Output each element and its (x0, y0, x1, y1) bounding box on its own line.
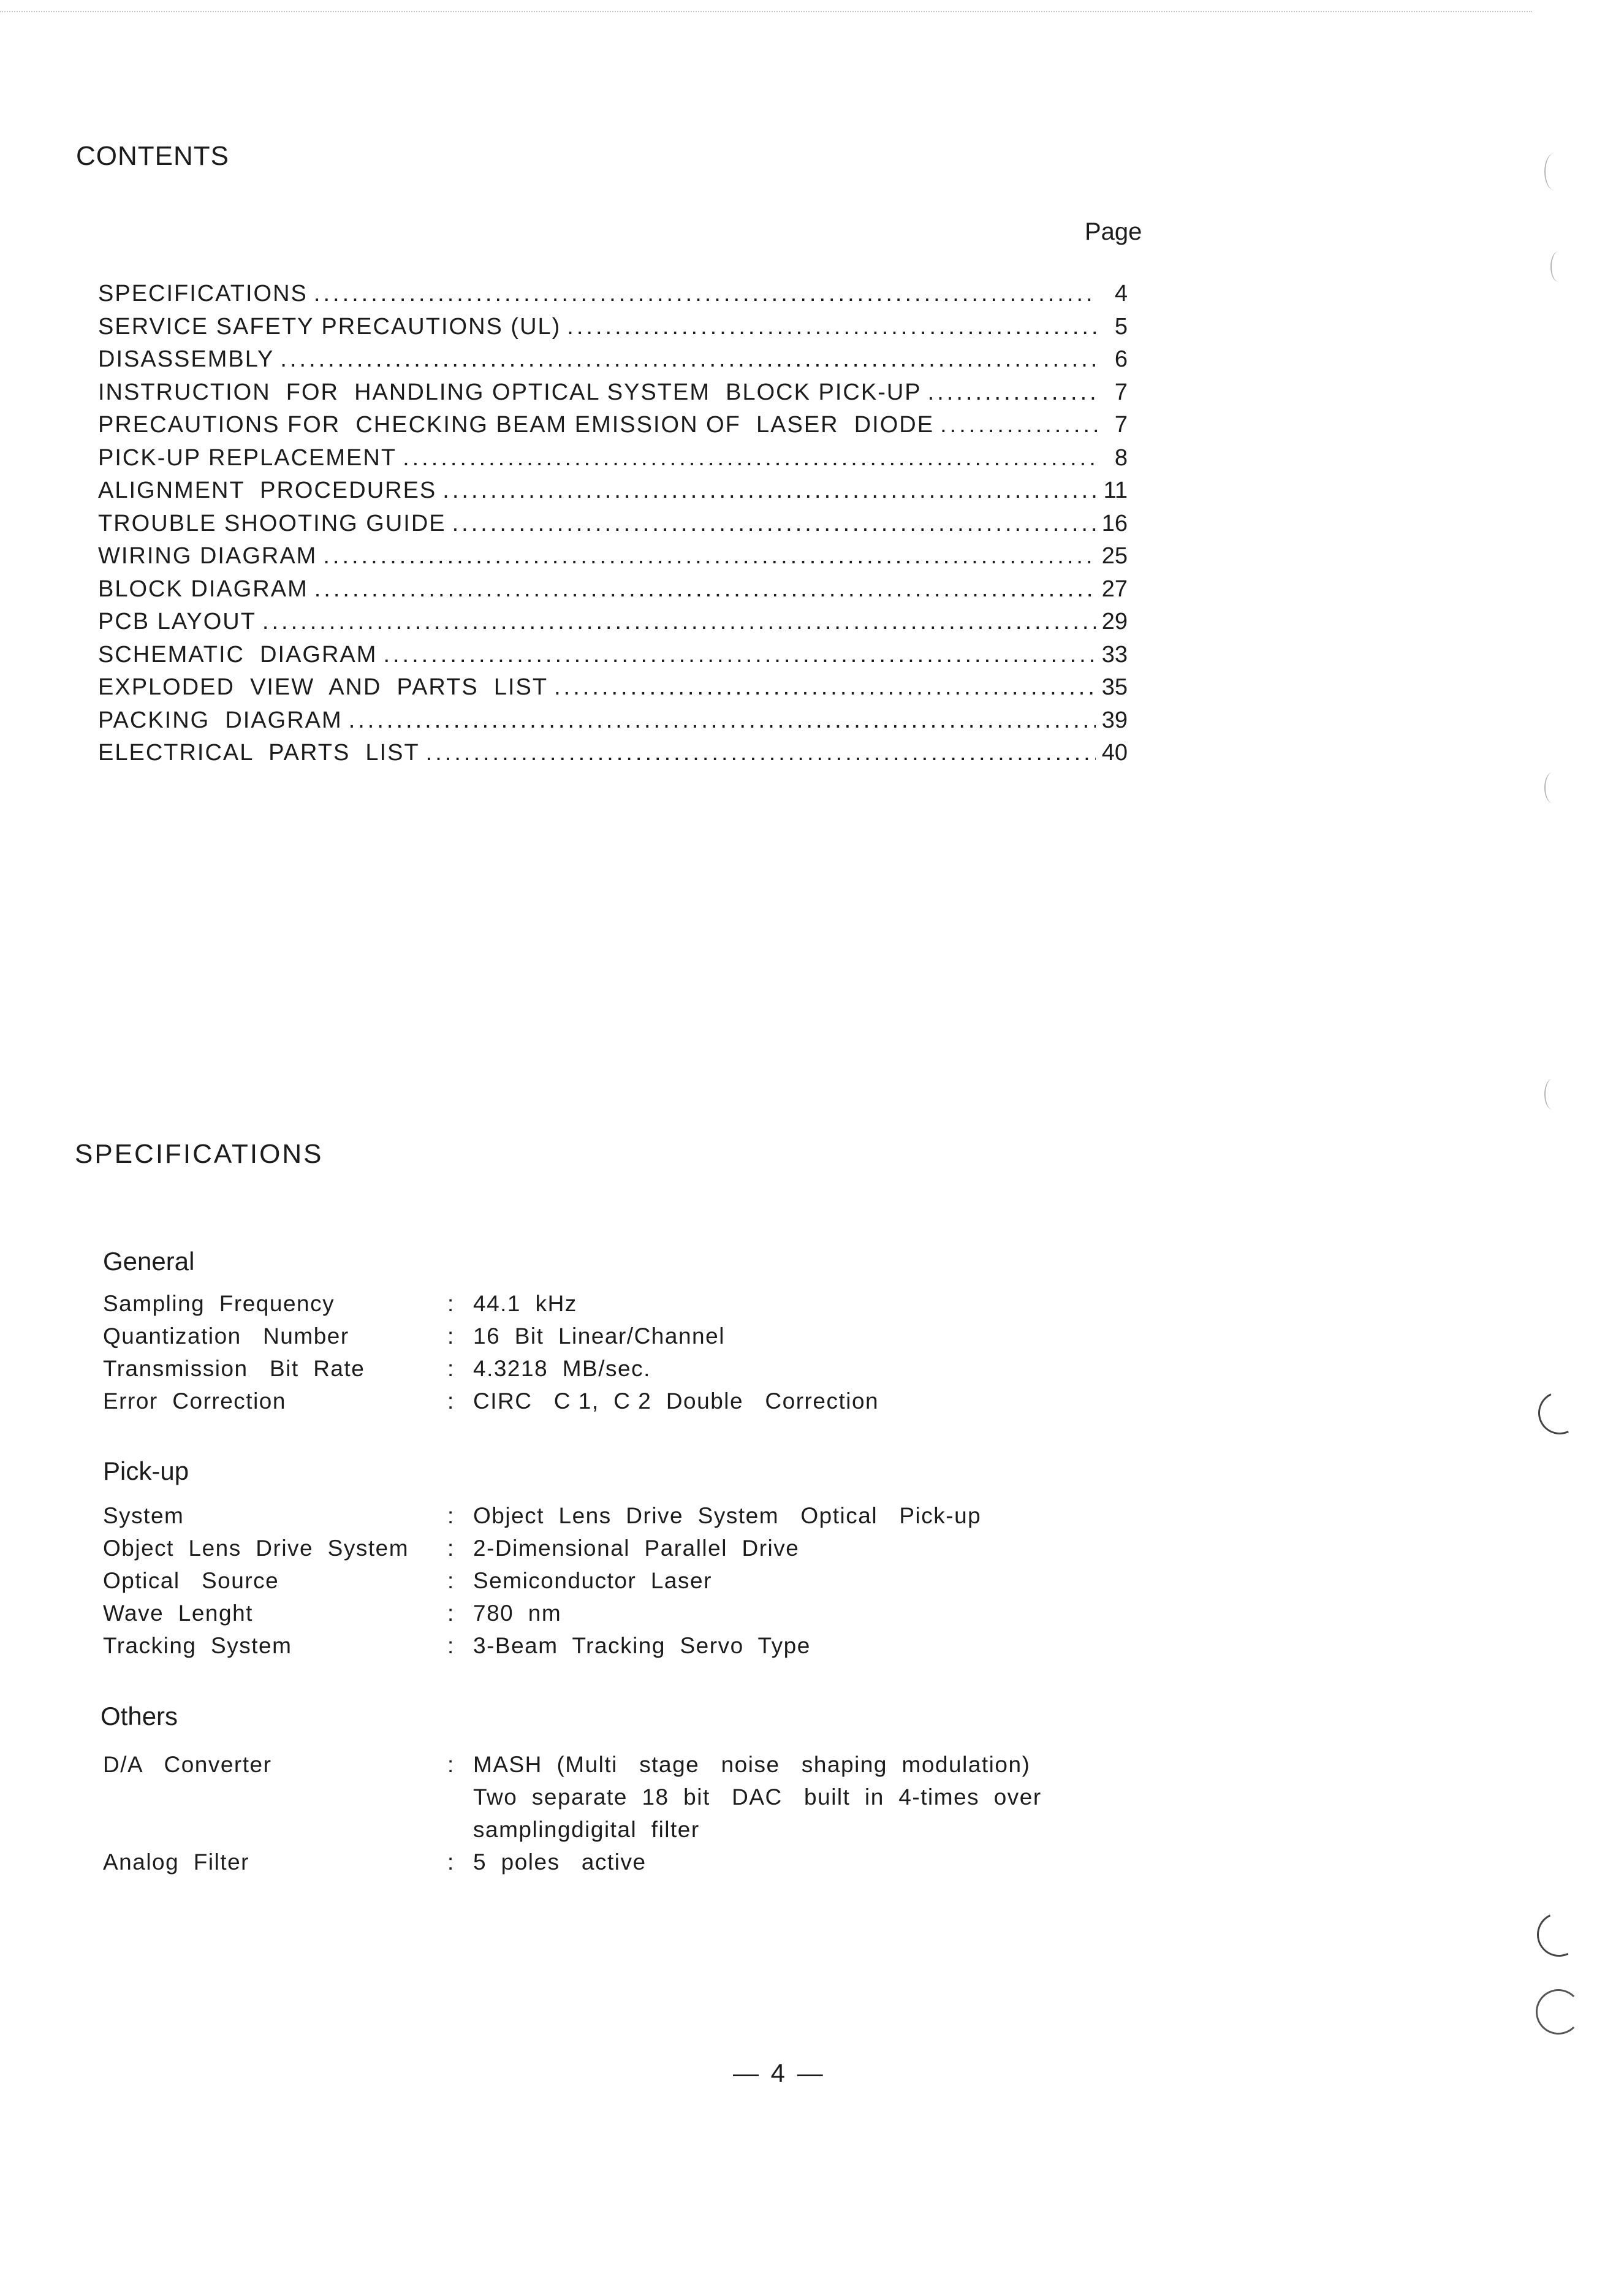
toc-entry (98, 346, 1128, 379)
toc-entry-title: ELECTRICAL PARTS LIST (98, 740, 420, 766)
spec-label: Transmission Bit Rate (103, 1356, 365, 1381)
toc-entry-page: 7 (1114, 412, 1128, 438)
spec-label: Sampling Frequency (103, 1291, 335, 1316)
toc-dot-leader (554, 674, 1096, 701)
spec-value: CIRC C 1, C 2 Double Correction (473, 1388, 879, 1414)
toc-entry-page: 11 (1103, 478, 1128, 503)
spec-value: 780 nm (473, 1601, 562, 1626)
scan-top-rule (0, 11, 1532, 12)
toc-entry-page: 39 (1101, 707, 1128, 733)
spec-row (103, 1597, 1145, 1629)
toc-entry (98, 609, 1128, 642)
toc-dot-leader (314, 281, 1097, 307)
toc-entry (98, 445, 1128, 478)
toc-entry (98, 576, 1128, 609)
spec-row (103, 1385, 1145, 1417)
toc-entry (98, 379, 1128, 413)
spec-list-general (103, 1287, 1145, 1417)
specifications-title: SPECIFICATIONS (75, 1139, 324, 1169)
scan-margin-mark (1544, 1079, 1560, 1110)
spec-colon: : (447, 1568, 455, 1593)
binder-hole-mark (1536, 1989, 1581, 2035)
spec-colon: : (447, 1752, 455, 1777)
spec-colon: : (447, 1503, 455, 1528)
toc-entry-title: EXPLODED VIEW AND PARTS LIST (98, 674, 548, 700)
spec-values (473, 1564, 1145, 1597)
spec-label: Error Correction (103, 1388, 286, 1414)
scan-margin-mark (1544, 772, 1560, 803)
spec-value: 16 Bit Linear/Channel (473, 1323, 725, 1349)
toc-entry-page: 7 (1114, 379, 1128, 405)
spec-colon: : (447, 1849, 455, 1875)
toc-entry-page: 5 (1114, 313, 1128, 340)
toc-entry-title: PICK-UP REPLACEMENT (98, 444, 397, 471)
toc-dot-leader (349, 707, 1096, 734)
toc-entry-title: PACKING DIAGRAM (98, 707, 343, 733)
binder-hole-mark (1531, 1906, 1587, 1963)
toc-entry (98, 642, 1128, 675)
toc-entry-page: 40 (1101, 740, 1128, 766)
spec-values (473, 1385, 1145, 1417)
page-number: — 4 — (733, 2058, 825, 2087)
toc-dot-leader (280, 346, 1097, 373)
spec-label: Quantization Number (103, 1323, 349, 1349)
spec-value: Two separate 18 bit DAC built in 4-times over (473, 1784, 1042, 1810)
toc-dot-leader (452, 511, 1096, 537)
spec-colon: : (447, 1633, 455, 1658)
spec-value: MASH (Multi stage noise shaping modulation) (473, 1752, 1031, 1777)
scan-margin-mark (1544, 153, 1564, 190)
spec-colon: : (447, 1323, 455, 1349)
binder-hole-mark (1532, 1385, 1587, 1441)
spec-value: 4.3218 MB/sec. (473, 1356, 651, 1381)
table-of-contents (98, 281, 1128, 773)
contents-title: CONTENTS (76, 141, 229, 171)
toc-dot-leader (567, 314, 1097, 340)
spec-colon: : (447, 1536, 455, 1561)
spec-row (103, 1629, 1145, 1662)
toc-entry-title: PRECAUTIONS FOR CHECKING BEAM EMISSION OF LASER DIODE (98, 412, 935, 438)
toc-dot-leader (314, 576, 1096, 603)
toc-entry-title: BLOCK DIAGRAM (98, 576, 308, 602)
toc-entry-page: 8 (1114, 444, 1128, 471)
spec-row (103, 1748, 1145, 1846)
spec-group-heading-others: Others (101, 1702, 178, 1730)
toc-entry (98, 314, 1128, 347)
spec-row (103, 1320, 1145, 1352)
scan-margin-mark (1550, 251, 1566, 282)
toc-entry-title: SERVICE SAFETY PRECAUTIONS (UL) (98, 313, 561, 340)
spec-value: 44.1 kHz (473, 1291, 577, 1316)
spec-label: Tracking System (103, 1633, 292, 1658)
spec-label: Optical Source (103, 1568, 279, 1593)
toc-entry-title: SPECIFICATIONS (98, 281, 308, 306)
spec-colon: : (447, 1388, 455, 1414)
spec-values (473, 1748, 1145, 1846)
toc-entry-page: 27 (1101, 576, 1128, 602)
toc-entry (98, 412, 1128, 445)
spec-value: samplingdigital filter (473, 1817, 700, 1842)
page-column-label: Page (1085, 218, 1142, 245)
spec-label: System (103, 1503, 184, 1528)
spec-row (103, 1352, 1145, 1385)
spec-row (103, 1846, 1145, 1878)
spec-values (473, 1320, 1145, 1352)
toc-dot-leader (426, 740, 1096, 766)
toc-entry-title: ALIGNMENT PROCEDURES (98, 478, 437, 503)
spec-values (473, 1499, 1145, 1532)
spec-row (103, 1287, 1145, 1320)
toc-entry-page: 25 (1101, 543, 1128, 569)
toc-entry (98, 281, 1128, 314)
spec-values (473, 1597, 1145, 1629)
spec-values (473, 1532, 1145, 1564)
spec-value: 2-Dimensional Parallel Drive (473, 1536, 800, 1561)
toc-entry-page: 4 (1114, 281, 1128, 306)
spec-colon: : (447, 1356, 455, 1381)
toc-dot-leader (940, 412, 1097, 438)
spec-values (473, 1629, 1145, 1662)
toc-entry-title: WIRING DIAGRAM (98, 543, 317, 569)
toc-entry (98, 478, 1128, 511)
spec-value: 3-Beam Tracking Servo Type (473, 1633, 811, 1658)
toc-dot-leader (403, 445, 1097, 471)
toc-dot-leader (928, 379, 1097, 406)
spec-colon: : (447, 1291, 455, 1316)
toc-dot-leader (323, 543, 1095, 569)
toc-entry-title: INSTRUCTION FOR HANDLING OPTICAL SYSTEM BLOCK PICK-UP (98, 379, 922, 405)
toc-dot-leader (262, 609, 1096, 635)
spec-row (103, 1564, 1145, 1597)
spec-values (473, 1846, 1145, 1878)
spec-group-heading-general: General (103, 1247, 195, 1276)
spec-values (473, 1287, 1145, 1320)
toc-entry-title: SCHEMATIC DIAGRAM (98, 641, 378, 668)
toc-entry (98, 511, 1128, 544)
toc-entry (98, 740, 1128, 773)
toc-entry (98, 707, 1128, 741)
toc-dot-leader (383, 642, 1095, 668)
spec-list-others (103, 1748, 1145, 1878)
toc-entry (98, 674, 1128, 707)
toc-dot-leader (442, 478, 1097, 504)
spec-label: Object Lens Drive System (103, 1536, 409, 1561)
spec-group-heading-pick-up: Pick-up (103, 1456, 189, 1485)
spec-row (103, 1532, 1145, 1564)
spec-label: Analog Filter (103, 1849, 249, 1875)
toc-entry-page: 16 (1101, 510, 1128, 536)
toc-entry-title: TROUBLE SHOOTING GUIDE (98, 510, 446, 536)
spec-label: Wave Lenght (103, 1601, 253, 1626)
toc-entry-page: 29 (1101, 609, 1128, 634)
toc-entry (98, 543, 1128, 576)
toc-entry-page: 33 (1101, 641, 1128, 668)
toc-entry-page: 6 (1114, 346, 1128, 372)
spec-label: D/A Converter (103, 1752, 272, 1777)
toc-entry-page: 35 (1101, 674, 1128, 700)
spec-values (473, 1352, 1145, 1385)
spec-value: 5 poles active (473, 1849, 647, 1875)
spec-row (103, 1499, 1145, 1532)
toc-entry-title: PCB LAYOUT (98, 609, 256, 634)
spec-list-pick-up (103, 1499, 1145, 1662)
toc-entry-title: DISASSEMBLY (98, 346, 275, 372)
spec-value: Object Lens Drive System Optical Pick-up (473, 1503, 982, 1528)
spec-value: Semiconductor Laser (473, 1568, 712, 1593)
spec-colon: : (447, 1601, 455, 1626)
